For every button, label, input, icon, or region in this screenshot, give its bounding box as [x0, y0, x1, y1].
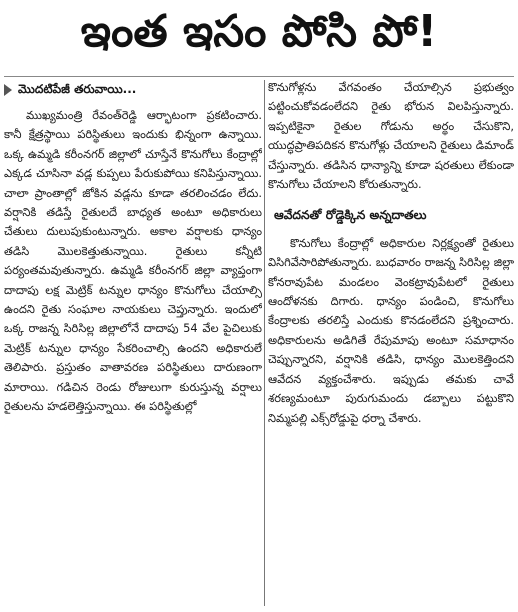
left-column	[4, 78, 262, 610]
article-paragraph: కొనుగోలు కేంద్రాల్లో అధికారుల నిర్లక్ష్యంతో రైతులు విసిగివేసారిపోతున్నారు. బుధవారం రాజన్న సిరిసిల్ల జిల్లా కోనరావుపేట మండలం వెంకట్రావుపేటలో రైతులు ఆందోళనకు దిగారు. ధాన్యం పండించి, కొనుగోలు కేంద్రాలకు తరలిస్తే ఎందుకు కొనడంలేదని ప్రశ్నించారు. అధికారులను అడిగితే రేపుమాపు అంటూ సమాధానం చెప్పున్నారని, వర్షానికి తడిసి, ధాన్యం మొలకెత్తిందని ఆవేదన వ్యక్తంచేశారు. ఇప్పుడు తమకు చావే శరణ్యమంటూ పురుగుమందు డబ్బాలు పట్టుకొని నిమ్మపల్లి ఎక్స్‌రోడ్డుపై ధర్నా చేశారు.	[268, 235, 514, 425]
column-divider	[264, 80, 265, 606]
continuation-label-row	[4, 78, 262, 102]
continuation-label: మొదటిపేజీ తరువాయి...	[18, 82, 137, 97]
article-subheading: ఆవేదనతో రోడ్డెక్కిన అన్నదాతలు	[274, 208, 427, 223]
arrow-right-icon	[4, 84, 12, 96]
headline-divider	[4, 76, 514, 77]
article-paragraph-continued: కొనుగోళ్లను వేగవంతం చేయాల్సిన ప్రభుత్వం పట్టించుకోవడంలేదని రైతు భోరున విలపిస్తున్నారు. ఇప్పటికైనా రైతుల గోడును అర్థం చేసుకొని, యుద్ధప్రాతిపదికన కొనుగోళ్లు చేయాలని రైతులు డిమాండ్ చేస్తున్నారు. తడిసిన ధాన్యాన్ని కూడా షరతులు లేకుండా కొనుగోలు చేయాలని కోరుతున్నారు.	[268, 80, 514, 192]
article-paragraph: ముఖ్యమంత్రి రేవంత్‌రెడ్డి ఆర్భాటంగా ప్రకటించారు. కానీ క్షేత్రస్థాయి పరిస్థితులు ఇందుకు భిన్నంగా ఉన్నాయి. ఒక్క ఉమ్మడి కరీంనగర్ జిల్లాలో చూస్తేనే కొనుగోలు కేంద్రాల్లో ఎక్కడ చూసినా వడ్ల కుప్పలు పేరుకుపోయి కనిపిస్తున్నాయి. చాలా ప్రాంతాల్లో జోకిన వడ్లను కూడా తరలించడం లేదు. వర్షానికి తడిస్తే రైతులదే బాధ్యత అంటూ అధికారులు చేతులు దులుపుకుంటున్నారు. అకాల వర్షాలకు ధాన్యం తడిసి మొలకెత్తుతున్నాయి. రైతులు కన్నీటి పర్యంతమవుతున్నారు. ఉమ్మడి కరీంనగర్ జిల్లా వ్యాప్తంగా దాదాపు లక్ష మెట్రిక్ టన్నుల ధాన్యం కొనుగోలు చేయాల్సి ఉందని రైతు సంఘాల నాయకులు చెప్తున్నారు. ఇందులో ఒక్క రాజన్న సిరిసిల్ల జిల్లాలోనే దాదాపు 54 వేల పైచిలుకు మెట్రిక్ టన్నుల ధాన్యం సేకరించాల్సి ఉందని అధికారులే తెలిపారు. ప్రస్తుతం వాతావరణ పరిస్థితులు దారుణంగా మారాయి. గడిచిన రెండు రోజులుగా కురుస్తున్న వర్షాలు రైతులను హడలెత్తిస్తున్నాయి. ఈ పరిస్థితుల్లో	[4, 108, 262, 414]
headline: ఇంత ఇసం పోసి పో!	[80, 6, 438, 57]
right-column	[268, 78, 514, 610]
